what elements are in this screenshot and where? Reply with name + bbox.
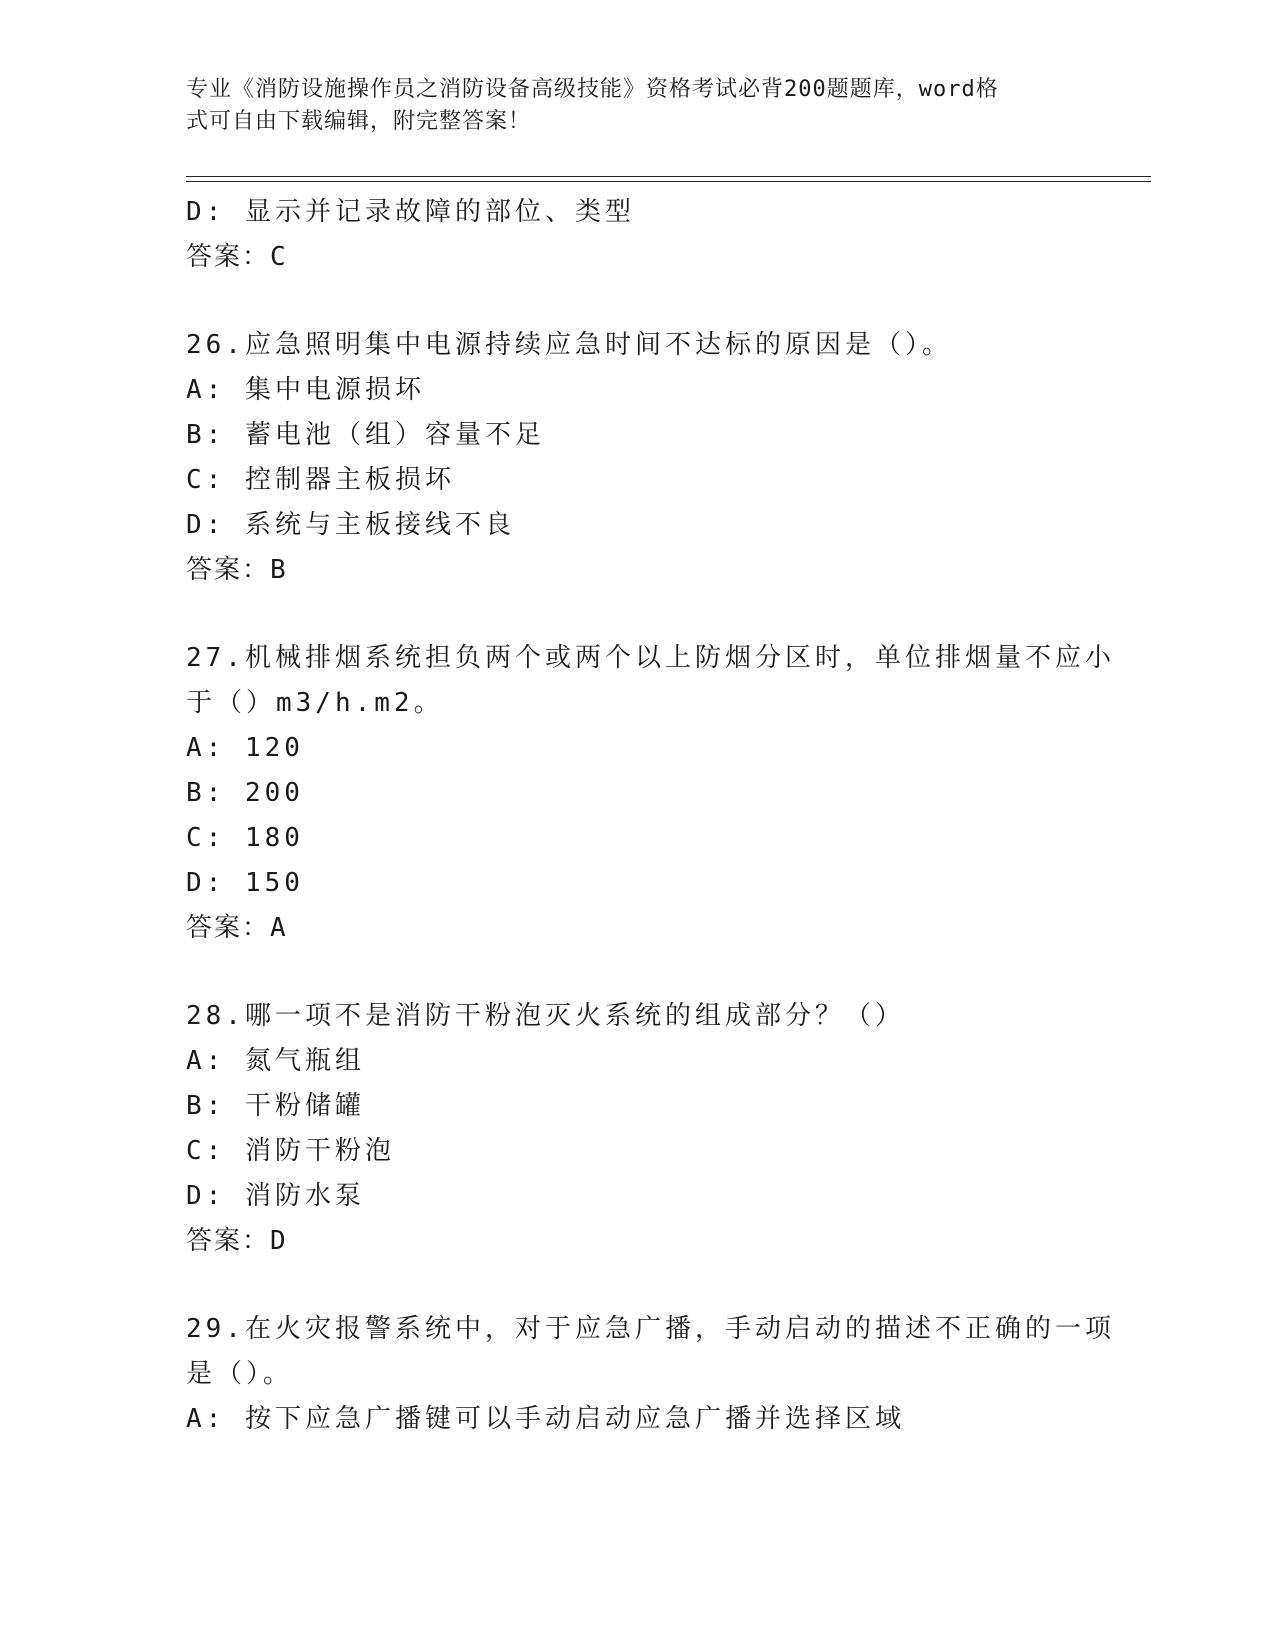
option-a: A: 氮气瓶组 <box>186 1046 365 1076</box>
option-a: A: 按下应急广播键可以手动启动应急广播并选择区域 <box>186 1404 905 1434</box>
option-d: D: 消防水泵 <box>186 1181 365 1211</box>
question-list <box>186 190 1116 1442</box>
question-26 <box>186 323 1116 593</box>
question-27 <box>186 636 1116 951</box>
option-b: B: 蓄电池（组）容量不足 <box>186 420 545 450</box>
option-d: D: 150 <box>186 868 304 898</box>
question-28 <box>186 994 1116 1264</box>
header-divider-top <box>186 176 1151 177</box>
question-29 <box>186 1307 1116 1442</box>
prev-answer: 答案：C <box>186 242 288 272</box>
question-text: 26.应急照明集中电源持续应急时间不达标的原因是（）。 <box>186 330 952 360</box>
option-d: D: 系统与主板接线不良 <box>186 510 515 540</box>
question-text: 27.机械排烟系统担负两个或两个以上防烟分区时，单位排烟量不应小于（）m3/h.m2。 <box>186 643 1115 718</box>
option-a: A: 120 <box>186 733 304 763</box>
option-c: C: 180 <box>186 823 304 853</box>
header-line-2: 式可自由下载编辑，附完整答案！ <box>186 109 532 134</box>
header-divider-bottom <box>186 181 1151 182</box>
option-c: C: 消防干粉泡 <box>186 1136 395 1166</box>
option-b: B: 干粉储罐 <box>186 1091 365 1121</box>
question-text: 28.哪一项不是消防干粉泡灭火系统的组成部分？（） <box>186 1001 905 1031</box>
header-line-1: 专业《消防设施操作员之消防设备高级技能》资格考试必背200题题库，word格 <box>186 77 999 102</box>
option-b: B: 200 <box>186 778 304 808</box>
document-header <box>186 74 1066 138</box>
option-c: C: 控制器主板损坏 <box>186 465 455 495</box>
answer: 答案：B <box>186 555 288 585</box>
question-text: 29.在火灾报警系统中，对于应急广播，手动启动的描述不正确的一项是（）。 <box>186 1314 1115 1389</box>
prev-option-d: D: 显示并记录故障的部位、类型 <box>186 197 635 227</box>
option-a: A: 集中电源损坏 <box>186 375 425 405</box>
answer: 答案：A <box>186 913 288 943</box>
answer: 答案：D <box>186 1226 288 1256</box>
